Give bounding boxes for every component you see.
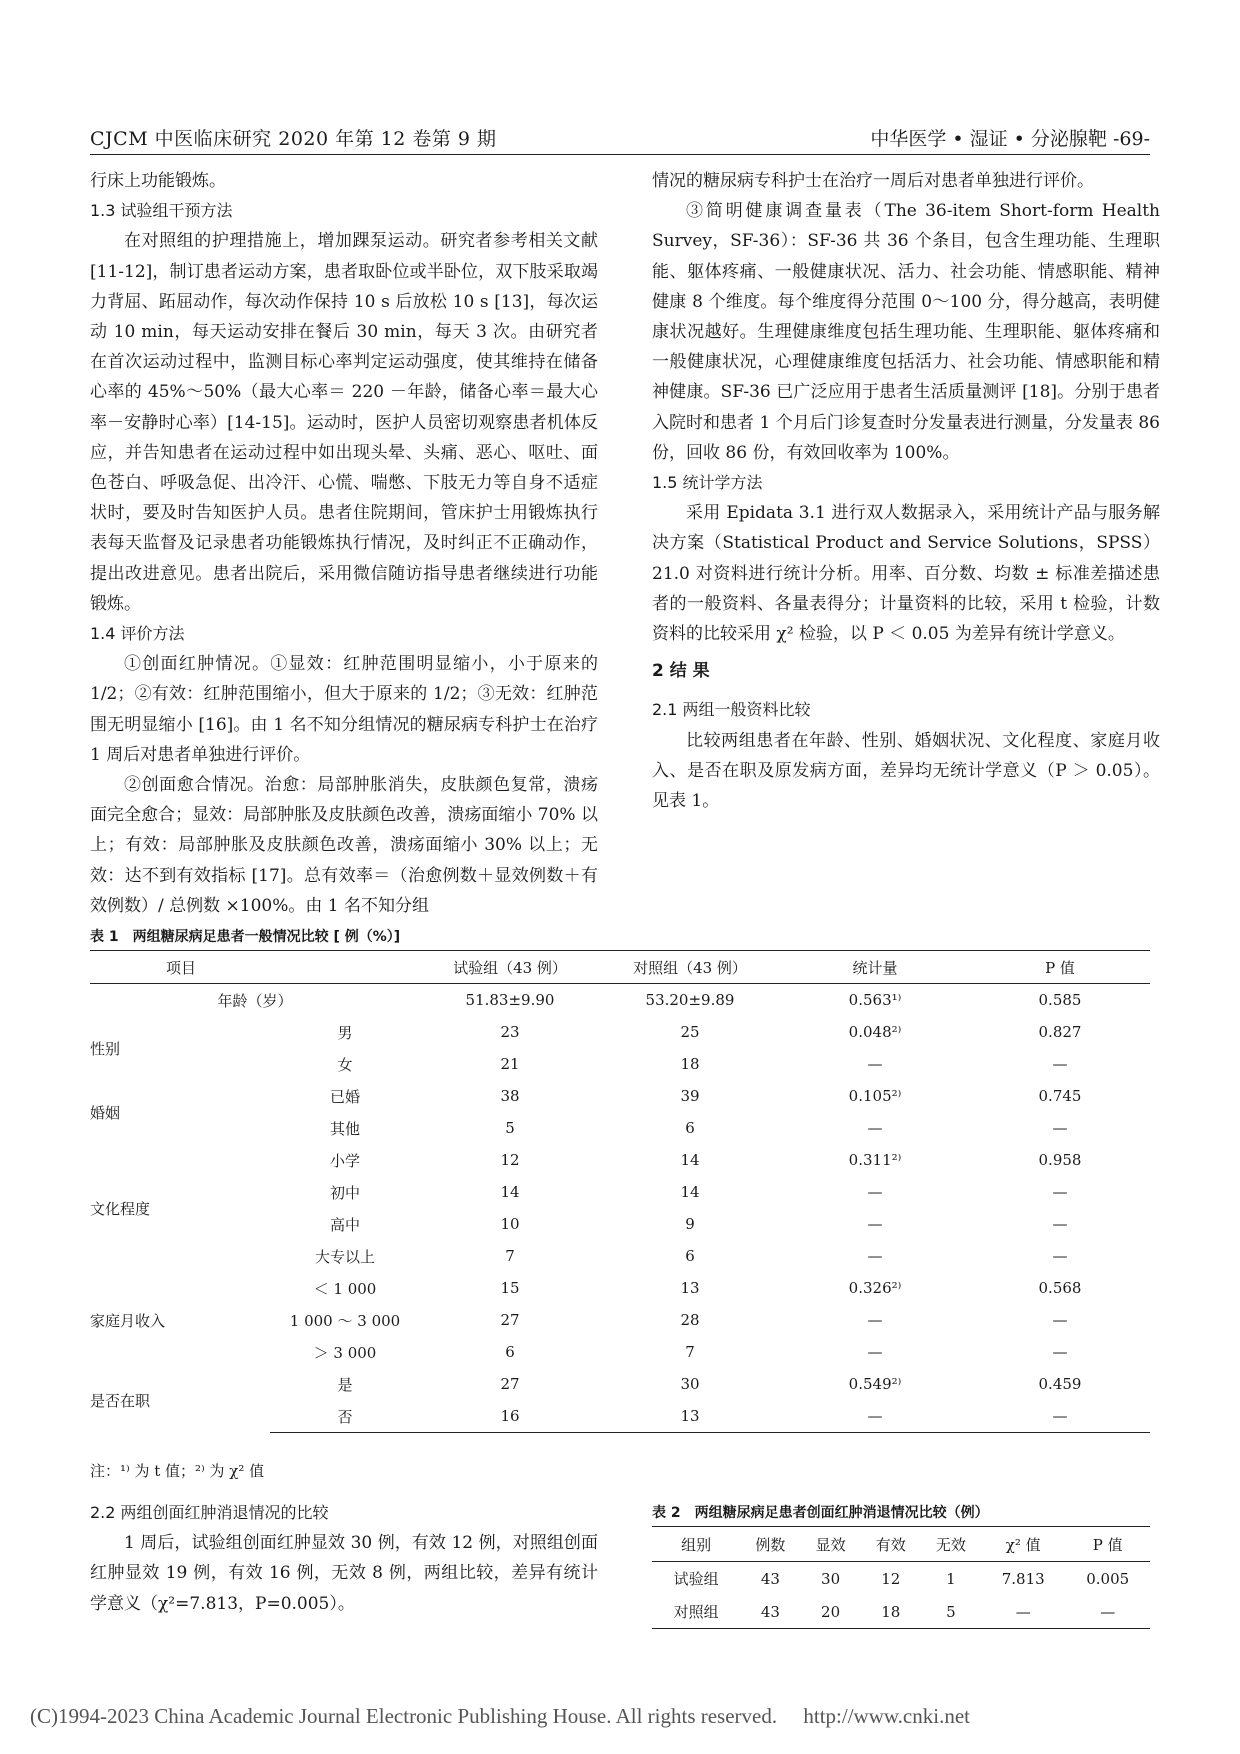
table-cell: — xyxy=(1052,1119,1068,1137)
copyright-footer: (C)1994-2023 China Academic Journal Electronic Publishing House. All rights reserved. http://www.cnki.net xyxy=(30,1704,970,1728)
table-cell: 53.20±9.89 xyxy=(645,991,735,1009)
table1-note: 注：¹⁾ 为 t 值；²⁾ 为 χ² 值 xyxy=(90,1462,265,1480)
table-cell: 0.585 xyxy=(1038,991,1082,1009)
table-cell: 12 xyxy=(881,1569,901,1588)
table-cell: 39 xyxy=(680,1087,700,1105)
table-row xyxy=(90,1016,1150,1048)
table-cell: 0.745 xyxy=(1038,1087,1082,1105)
section-heading-1-5: 1.5 统计学方法 xyxy=(652,473,763,493)
table-cell: 38 xyxy=(500,1087,520,1105)
left-column xyxy=(90,166,598,921)
table-header-cell: 有效 xyxy=(861,1527,921,1562)
table-cell: 试验组 xyxy=(673,1570,719,1588)
table-cell: 0.827 xyxy=(1038,1023,1082,1041)
table-cell: 16 xyxy=(420,1400,600,1433)
table-header-cell: 例数 xyxy=(740,1527,800,1562)
table-cell: 1 xyxy=(946,1569,956,1588)
table-cell: 6 xyxy=(505,1343,515,1361)
table-cell: 25 xyxy=(680,1023,700,1041)
row-group-label: 是否在职 xyxy=(90,1391,151,1410)
table-cell: — xyxy=(780,1400,970,1433)
table-cell: 27 xyxy=(500,1375,520,1393)
table-cell: 12 xyxy=(500,1151,520,1169)
table-cell: 高中 xyxy=(329,1215,360,1234)
right-column xyxy=(652,166,1160,816)
table-header-cell: χ² 值 xyxy=(981,1527,1065,1562)
table-cell: 14 xyxy=(680,1183,700,1201)
table-cell: 7.813 xyxy=(1001,1569,1045,1588)
table-cell: 13 xyxy=(600,1400,780,1433)
running-header xyxy=(90,124,1150,158)
table-cell: 0.958 xyxy=(1038,1151,1082,1169)
table-cell: 21 xyxy=(500,1055,520,1073)
table-cell: — xyxy=(970,1400,1150,1433)
table-cell: — xyxy=(867,1247,883,1265)
table-row xyxy=(90,1080,1150,1112)
table-cell: 1 000 ～ 3 000 xyxy=(289,1311,401,1330)
table-cell: 30 xyxy=(680,1375,700,1393)
table-cell: 对照组 xyxy=(652,1595,740,1629)
table-cell: ＜ 1 000 xyxy=(313,1279,377,1298)
table1-caption: 表 1 两组糖尿病足患者一般情况比较 [ 例（%）] xyxy=(90,929,401,945)
paragraph: 行床上功能锻炼。 xyxy=(90,171,226,191)
header-rule xyxy=(90,154,1150,155)
table-header-row xyxy=(652,1527,1150,1562)
row-group-label: 婚姻 xyxy=(90,1103,121,1122)
table-cell: 14 xyxy=(680,1151,700,1169)
table-cell: 20 xyxy=(801,1595,861,1629)
table-header-cell: 组别 xyxy=(652,1527,740,1562)
table-cell: 0.563¹⁾ xyxy=(848,991,902,1009)
table-cell: 18 xyxy=(861,1595,921,1629)
table-cell: 其他 xyxy=(329,1119,360,1138)
table-header-cell: 统计量 xyxy=(780,951,970,984)
paragraph: ③简明健康调查量表（The 36-item Short-form Health Survey，SF-36）：SF-36 共 36 个条目，包含生理功能、生理职能、躯体疼痛、一般健康状况、活力、社会功能、情感职能、精神健康 8 个维度。每个维度得分范围 0～100 分，得分越高，表明健康状况越好。生理健康维度包括生理功能、生理职能、躯体疼痛和一般健康状况，心理健康维度包括活力、社会功能、情感职能和精神健康。SF-36 已广泛应用于患者生活质量测评 [18]。分别于患者入院时和患者 1 个月后门诊复查时分发量表进行测量，分发量表 86 份，回收 86 份，有效回收率为 100%。 xyxy=(652,201,1160,463)
table-row xyxy=(90,984,1150,1017)
table-cell: 已婚 xyxy=(329,1087,360,1106)
row-group-label: 文化程度 xyxy=(90,1199,151,1218)
section-heading-2: 2 结 果 xyxy=(652,661,710,682)
table-cell: 0.005 xyxy=(1086,1569,1130,1588)
section-heading-2-1: 2.1 两组一般资料比较 xyxy=(652,700,811,720)
table2 xyxy=(652,1526,1150,1629)
table-header-row xyxy=(90,951,1150,984)
table-cell: 是 xyxy=(337,1375,353,1394)
table-cell: 大专以上 xyxy=(314,1247,375,1266)
table-cell: 女 xyxy=(337,1055,353,1074)
table-header-cell: 项目 xyxy=(90,951,420,984)
table-cell: 0.105²⁾ xyxy=(848,1087,902,1105)
table-cell: — xyxy=(867,1215,883,1233)
table-cell: 0.311²⁾ xyxy=(848,1151,902,1169)
table-cell: — xyxy=(867,1343,883,1361)
table-cell: 18 xyxy=(680,1055,700,1073)
table-cell: 51.83±9.90 xyxy=(465,991,555,1009)
table-cell: — xyxy=(867,1055,883,1073)
table-cell: 43 xyxy=(740,1595,800,1629)
paragraph: ①创面红肿情况。①显效：红肿范围明显缩小，小于原来的 1/2；②有效：红肿范围缩小，但大于原来的 1/2；③无效：红肿范围无明显缩小 [16]。由 1 名不知分组情况的糖尿病专科护士在治疗 1 周后对患者单独进行评价。 xyxy=(90,654,598,765)
table-cell: — xyxy=(1052,1247,1068,1265)
table-cell: 0.048²⁾ xyxy=(848,1023,902,1041)
section-heading-1-4: 1.4 评价方法 xyxy=(90,624,185,644)
table-cell: 30 xyxy=(821,1569,841,1588)
paragraph: 采用 Epidata 3.1 进行双人数据录入，采用统计产品与服务解决方案（Statistical Product and Service Solutions，SPSS）21.0 对资料进行统计分析。用率、百分数、均数 ± 标准差描述患者的一般资料、各量表得分；计量资料的比较，采用 t 检验，计数资料的比较采用 χ² 检验，以 P ＜ 0.05 为差异有统计学意义。 xyxy=(652,503,1160,645)
table-cell: 初中 xyxy=(329,1183,360,1202)
table-cell: 年龄（岁） xyxy=(217,991,293,1010)
table-row xyxy=(90,1272,1150,1304)
table2-caption: 表 2 两组糖尿病足患者创面红肿消退情况比较（例） xyxy=(652,1505,989,1521)
section-page-label: 中华医学 • 湿证 • 分泌腺靶 -69- xyxy=(870,128,1150,150)
paragraph: 1 周后，试验组创面红肿显效 30 例，有效 12 例，对照组创面红肿显效 19 例，有效 16 例，无效 8 例，两组比较，差异有统计学意义（χ²=7.813，P=0.005）。 xyxy=(90,1533,598,1614)
table-cell: 男 xyxy=(337,1023,353,1042)
table-cell: — xyxy=(1052,1215,1068,1233)
table-cell: 5 xyxy=(505,1119,515,1137)
table-row xyxy=(652,1562,1150,1596)
table-cell: 7 xyxy=(685,1343,695,1361)
table-row xyxy=(652,1595,1150,1629)
table-cell: 7 xyxy=(505,1247,515,1265)
table-header-cell: 无效 xyxy=(921,1527,981,1562)
table-cell: — xyxy=(1052,1343,1068,1361)
section-heading-1-3: 1.3 试验组干预方法 xyxy=(90,201,233,221)
paragraph: 情况的糖尿病专科护士在治疗一周后对患者单独进行评价。 xyxy=(652,171,1094,191)
paragraph: ②创面愈合情况。治愈：局部肿胀消失，皮肤颜色复常，溃疡面完全愈合；显效：局部肿胀及皮肤颜色改善，溃疡面缩小 70% 以上；有效：局部肿胀及皮肤颜色改善，溃疡面缩小 30% 以上；无效：达不到有效指标 [17]。总有效率＝（治愈例数＋显效例数＋有效例数）/ 总例数 ×100%。由 1 名不知分组 xyxy=(90,775,598,916)
table-cell: — xyxy=(867,1311,883,1329)
table-cell: — xyxy=(1052,1311,1068,1329)
table-cell: 6 xyxy=(685,1247,695,1265)
table-cell: ＞ 3 000 xyxy=(313,1343,377,1362)
table-row xyxy=(90,1368,1150,1400)
table1 xyxy=(90,950,1150,1433)
table-header-cell: 显效 xyxy=(801,1527,861,1562)
section-2-2 xyxy=(90,1498,598,1619)
table-row xyxy=(90,1144,1150,1176)
table-cell: — xyxy=(1052,1183,1068,1201)
paragraph: 在对照组的护理措施上，增加踝泵运动。研究者参考相关文献 [11-12]，制订患者运动方案，患者取卧位或半卧位，双下肢采取竭力背屈、跖屈动作，每次动作保持 10 s 后放松 10 s [13]，每次运动 10 min，每天运动安排在餐后 30 min，每天 3 次。由研究者在首次运动过程中，监测目标心率判定运动强度，使其维持在储备心率的 45%～50%（最大心率＝ 220 －年龄，储备心率＝最大心率－安静时心率）[14-15]。运动时，医护人员密切观察患者机体反应，并告知患者在运动过程中如出现头晕、头痛、恶心、呕吐、面色苍白、呼吸急促、出冷汗、心慌、喘憋、下肢无力等自身不适症状时，要及时告知医护人员。患者住院期间，管床护士用锻炼执行表每天监督及记录患者功能锻炼执行情况，及时纠正不正确动作，提出改进意见。患者出院后，采用微信随访指导患者继续进行功能锻炼。 xyxy=(90,231,598,614)
table-header-cell: P 值 xyxy=(970,951,1150,984)
table-cell: 0.549²⁾ xyxy=(848,1375,902,1393)
row-group-label: 性别 xyxy=(90,1039,121,1058)
table-cell: — xyxy=(1052,1055,1068,1073)
row-group-label: 家庭月收入 xyxy=(90,1311,166,1330)
table-cell: 0.326²⁾ xyxy=(848,1279,902,1297)
table-cell: 10 xyxy=(500,1215,520,1233)
table-cell: 0.568 xyxy=(1038,1279,1082,1297)
table-cell: 0.459 xyxy=(1038,1375,1082,1393)
table-cell: 否 xyxy=(270,1400,420,1433)
table-cell: 27 xyxy=(500,1311,520,1329)
table-cell: 6 xyxy=(685,1119,695,1137)
journal-issue: CJCM 中医临床研究 2020 年第 12 卷第 9 期 xyxy=(90,128,497,150)
paragraph: 比较两组患者在年龄、性别、婚姻状况、文化程度、家庭月收入、是否在职及原发病方面，差异均无统计学意义（P ＞ 0.05）。见表 1。 xyxy=(652,730,1160,812)
table-cell: 13 xyxy=(680,1279,700,1297)
table-header-cell: 试验组（43 例） xyxy=(420,951,600,984)
table-cell: 14 xyxy=(500,1183,520,1201)
table-cell: 23 xyxy=(500,1023,520,1041)
section-heading-2-2: 2.2 两组创面红肿消退情况的比较 xyxy=(90,1503,329,1522)
table-cell: 5 xyxy=(921,1595,981,1629)
table-header-cell: 对照组（43 例） xyxy=(600,951,780,984)
table-cell: 15 xyxy=(500,1279,520,1297)
table-cell: 9 xyxy=(685,1215,695,1233)
table-cell: — xyxy=(981,1595,1065,1629)
table-header-cell: P 值 xyxy=(1065,1527,1150,1562)
table-cell: — xyxy=(867,1119,883,1137)
table-cell: 43 xyxy=(760,1569,780,1588)
table-cell: — xyxy=(867,1183,883,1201)
table-cell: 小学 xyxy=(329,1151,360,1170)
table-cell: 28 xyxy=(680,1311,700,1329)
table-cell: — xyxy=(1065,1595,1150,1629)
